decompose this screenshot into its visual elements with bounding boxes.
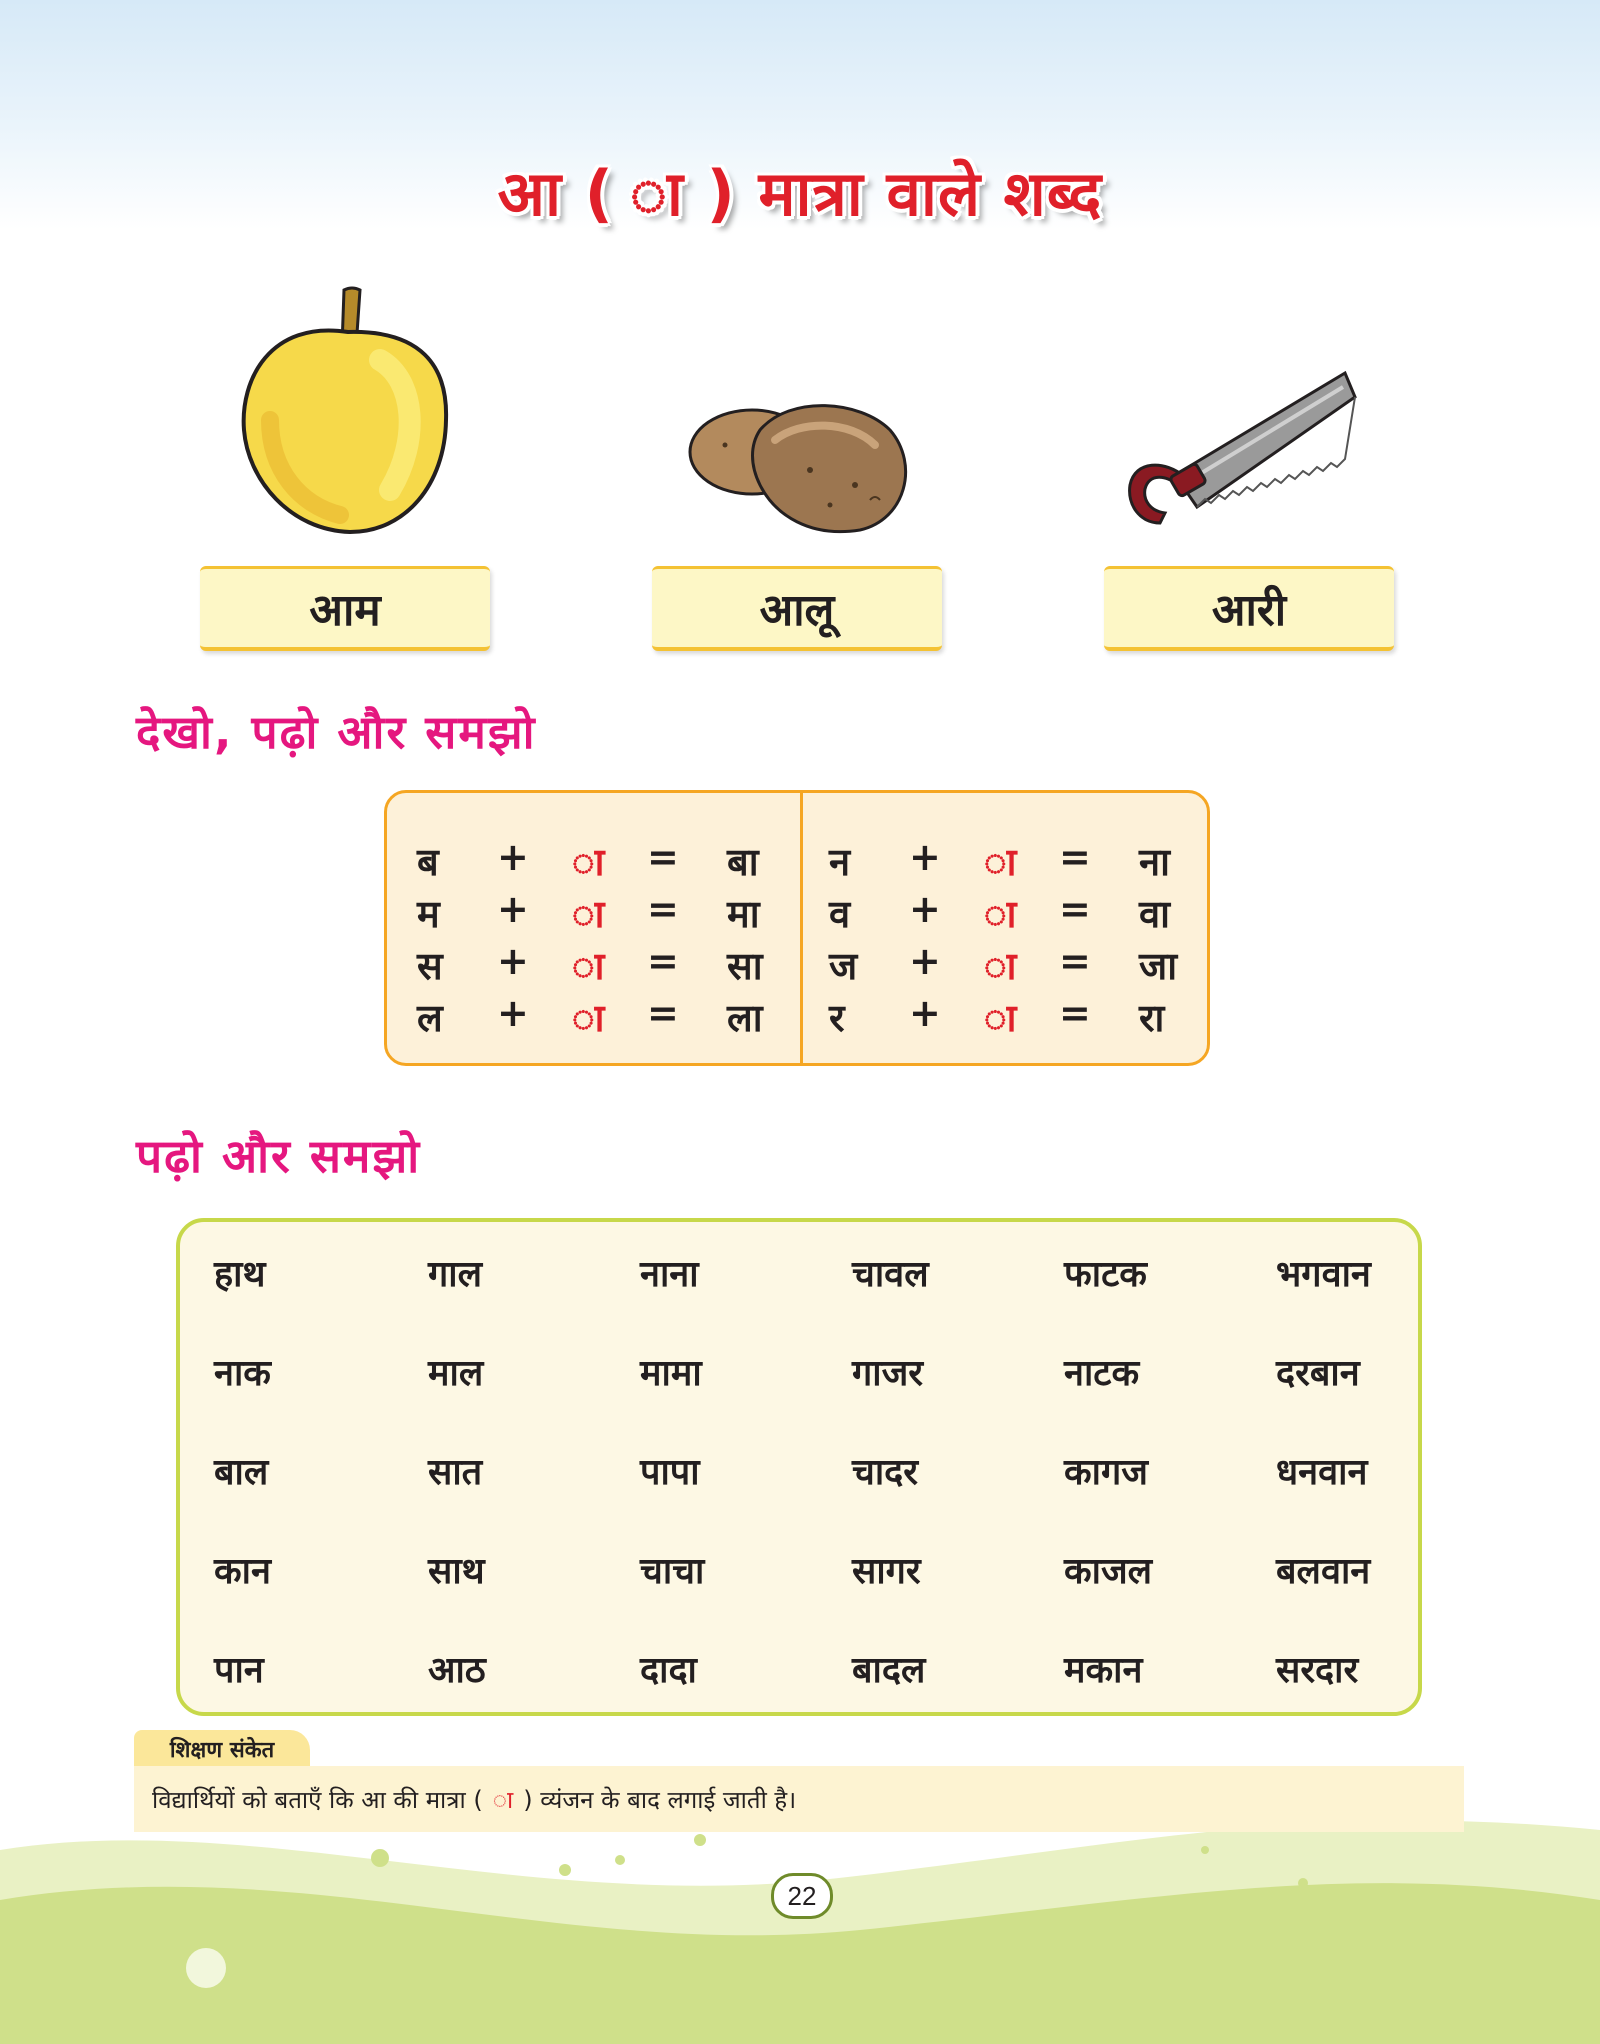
word-cell: गाल: [428, 1254, 483, 1295]
matra-row: न + ा = ना: [829, 835, 1170, 884]
word-cell: हाथ: [214, 1254, 266, 1295]
word-cell: पान: [214, 1650, 264, 1691]
word-cell: नाक: [214, 1353, 271, 1394]
word-cell: बाल: [214, 1452, 269, 1493]
word-cell: गाजर: [852, 1353, 924, 1394]
note-text-after: ) व्यंजन के बाद लगाई जाती है।: [523, 1785, 797, 1814]
word-cell: चाचा: [640, 1551, 705, 1592]
label-card-potato: आलू: [652, 566, 942, 651]
teaching-note-text: [134, 1766, 1464, 1832]
section-heading-see-read: देखो, पढ़ो और समझो: [136, 705, 537, 759]
word-grid-box: [176, 1218, 1422, 1716]
label-card-saw: आरी: [1104, 566, 1394, 651]
word-cell: मकान: [1064, 1650, 1143, 1691]
word-cell: नाना: [640, 1254, 699, 1295]
word-cell: सात: [428, 1452, 483, 1493]
matra-combination-box: [384, 790, 1210, 1066]
word-cell: फाटक: [1064, 1254, 1147, 1295]
word-cell: मामा: [640, 1353, 702, 1394]
label-card-mango: आम: [200, 566, 490, 651]
word-cell: साथ: [428, 1551, 485, 1592]
word-cell: सागर: [852, 1551, 921, 1592]
matra-row: ज + ा = जा: [829, 939, 1178, 988]
matra-row: र + ा = रा: [829, 991, 1165, 1040]
word-cell: बादल: [852, 1650, 926, 1691]
word-cell: धनवान: [1276, 1452, 1368, 1493]
word-cell: दरबान: [1276, 1353, 1360, 1394]
word-cell: दादा: [640, 1650, 697, 1691]
page-title: आ ( ा ) मात्रा वाले शब्द: [497, 157, 1103, 230]
teaching-note-tag: शिक्षण संकेत: [134, 1730, 310, 1768]
word-cell: भगवान: [1276, 1254, 1371, 1295]
matra-row: व + ा = वा: [829, 887, 1170, 936]
word-cell: नाटक: [1064, 1353, 1140, 1394]
word-cell: काजल: [1064, 1551, 1153, 1592]
word-cell: आठ: [428, 1650, 486, 1691]
word-cell: पापा: [640, 1452, 700, 1493]
word-cell: चावल: [852, 1254, 929, 1295]
potato-icon: [680, 390, 920, 544]
matra-box-divider: [800, 793, 803, 1063]
word-cell: सरदार: [1276, 1650, 1359, 1691]
mango-icon: [230, 270, 460, 544]
page-number: 22: [771, 1873, 833, 1919]
word-cell: बलवान: [1276, 1551, 1371, 1592]
word-cell: चादर: [852, 1452, 919, 1493]
matra-row: स + ा = सा: [417, 939, 763, 988]
section-heading-read: पढ़ो और समझो: [136, 1129, 422, 1183]
word-cell: कागज: [1064, 1452, 1148, 1493]
note-matra: ा: [492, 1785, 514, 1814]
matra-row: ब + ा = बा: [417, 835, 759, 884]
matra-row: म + ा = मा: [417, 887, 760, 936]
word-cell: माल: [428, 1353, 484, 1394]
saw-icon: [1115, 365, 1365, 539]
note-text-before: विद्यार्थियों को बताएँ कि आ की मात्रा (: [152, 1785, 483, 1814]
word-cell: कान: [214, 1551, 271, 1592]
matra-row: ल + ा = ला: [417, 991, 763, 1040]
